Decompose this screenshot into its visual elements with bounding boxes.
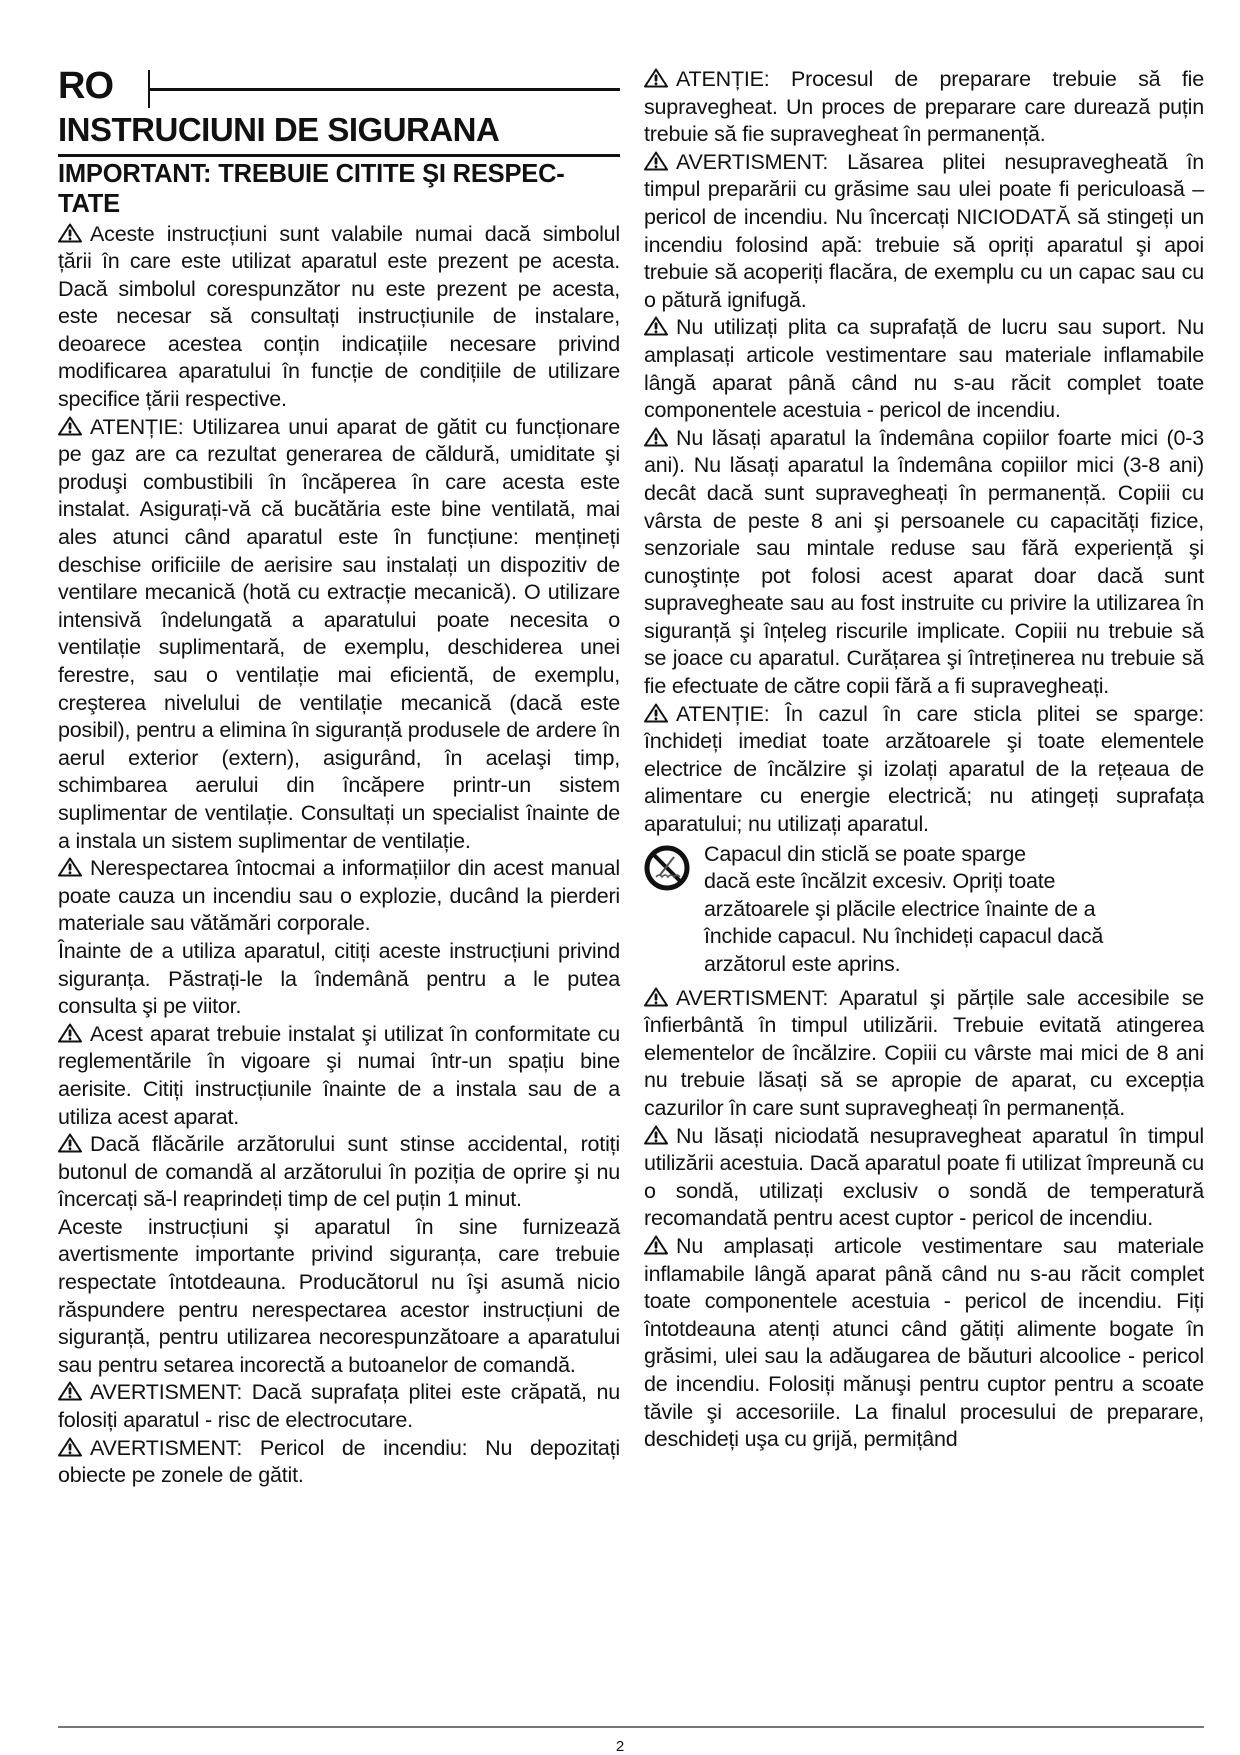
title-rule (58, 154, 620, 157)
glass-notice-line: închide capacul. Nu închideți capacul dacă (704, 924, 1104, 949)
safety-paragraph (58, 221, 620, 414)
right-paragraphs-bottom (644, 985, 1204, 1454)
warning-icon (58, 1381, 82, 1401)
warning-icon (644, 151, 668, 171)
safety-paragraph (644, 66, 1204, 149)
paragraph-text: Nu lăsați aparatul la îndemâna copiilor foarte mici (0-3 ani). Nu lăsați aparatul la îndemâna copiilor mici (3-8 ani) decât dacă sunt supravegheați în permanență. Copiii cu vârsta de peste 8 ani şi persoanele cu capacități fizice, senzoriale sau mintale reduse sau fără experiență şi cunoştințe pot folosi acest aparat doar dacă sunt supravegheate sau au fost instruite cu privire la utilizarea în siguranță şi înțeleg riscurile implicate. Copiii nu trebuie să se joace cu aparatul. Curățarea şi întreținerea nu trebuie să fie efectuate de către copii fără a fi supravegheați. (644, 425, 1204, 699)
page-number: 2 (615, 1738, 625, 1755)
right-paragraphs-top (644, 66, 1204, 839)
glass-notice-line: Capacul din sticlă se poate sparge (704, 841, 1026, 866)
glass-notice-line: arzătorul este aprins. (704, 952, 901, 976)
warning-icon (644, 1235, 668, 1255)
paragraph-text: ATENȚIE: Procesul de preparare trebuie să fie supravegheat. Un proces de preparare care durează puțin trebuie să fie supravegheat în permanență. (644, 67, 1204, 147)
warning-icon (644, 427, 668, 447)
warning-icon (644, 1125, 668, 1145)
right-column (644, 66, 1204, 1454)
warning-icon (58, 1133, 82, 1153)
left-column (58, 64, 620, 1490)
no-heat-glass-lid-icon (644, 845, 690, 891)
safety-paragraph (58, 1131, 620, 1214)
warning-icon (58, 1023, 82, 1043)
warning-icon (58, 857, 82, 877)
safety-paragraph (58, 938, 620, 1021)
paragraph-text: Acest aparat trebuie instalat şi utilizat în conformitate cu reglementările în vigoare şi numai într-un spațiu bine aerisite. Citiți instrucțiunile înainte de a instala sau de a utiliza acest aparat. (58, 1021, 620, 1129)
safety-paragraph (644, 314, 1204, 424)
warning-icon (644, 316, 668, 336)
warning-icon (644, 987, 668, 1007)
paragraph-text: Nu lăsați niciodată nesupravegheat aparatul în timpul utilizării acestuia. Dacă aparatul poate fi utilizat împreună cu o sondă, utilizați exclusiv o sondă de temperatură recomandată pentru acest cuptor - pericol de incendiu. (644, 1123, 1204, 1231)
safety-paragraph (58, 1021, 620, 1131)
header-divider-horizontal (148, 88, 620, 91)
glass-notice-text (704, 841, 1103, 979)
paragraph-text: Aceste instrucțiuni sunt valabile numai dacă simbolul țării în care este utilizat aparatul este prezent pe acesta. Dacă simbolul corespunzător nu este prezent pe acesta, este necesar să consultați instrucțiunile de instalare, deoarece acestea conțin indicațiile necesare privind modificarea aparatului în funcție de condițiile de utilizare specifice țării respective. (58, 221, 620, 412)
paragraph-text: AVERTISMENT: Aparatul şi părțile sale accesibile se înfierbântă în timpul utilizării. Trebuie evitată atingerea elementelor de încălzire. Copiii cu vârste mai mici de 8 ani nu trebuie lăsați să se apropie de aparat, cu excepția cazurilor în care sunt supravegheați în permanență. (644, 985, 1204, 1120)
paragraph-text: Nerespectarea întocmai a informațiilor din acest manual poate cauza un incendiu sau o explozie, ducând la pierderi materiale sau vătămări corporale. (58, 856, 620, 936)
paragraph-text: AVERTISMENT: Pericol de incendiu: Nu depozitați obiecte pe zonele de gătit. (58, 1435, 620, 1488)
warning-icon (58, 223, 82, 243)
warning-icon (58, 1437, 82, 1457)
language-header (58, 64, 620, 108)
safety-paragraph (644, 1233, 1204, 1454)
paragraph-text: Nu utilizați plita ca suprafață de lucru sau suport. Nu amplasați articole vestimentare sau materiale inflamabile lângă aparat până când nu s-au răcit complet toate componentele acestuia - pericol de incendiu. (644, 315, 1204, 423)
safety-paragraph (644, 425, 1204, 701)
safety-paragraph (644, 985, 1204, 1123)
paragraph-text: AVERTISMENT: Dacă suprafața plitei este crăpată, nu folosiți aparatul - risc de electrocutare. (58, 1380, 620, 1433)
safety-paragraph (58, 1379, 620, 1434)
paragraph-text: Aceste instrucțiuni şi aparatul în sine furnizează avertismente importante privind siguranța, care trebuie respectate întotdeauna. Producătorul nu îşi asumă nicio răspundere pentru nerespectarea acestor instrucțiuni de siguranță, pentru utilizarea necorespunzătoare a aparatului sau pentru setarea incorectă a butoanelor de comandă. (58, 1214, 620, 1377)
paragraph-text: Înainte de a utiliza aparatul, citiți aceste instrucțiuni privind siguranța. Păstrați-le la îndemână pentru a le putea consulta şi pe viitor. (58, 938, 620, 1019)
safety-paragraph (58, 1435, 620, 1490)
paragraph-text: Dacă flăcările arzătorului sunt stinse accidental, rotiți butonul de comandă al arzătorului în poziția de oprire şi nu încercați să-l reaprindeți timp de cel puțin 1 minut. (58, 1132, 620, 1212)
warning-icon (644, 68, 668, 88)
safety-paragraph (58, 414, 620, 856)
warning-icon (58, 416, 82, 436)
paragraph-text: ATENȚIE: În cazul în care sticla plitei se sparge: închideți imediat toate arzătoarele şi toate elementele electrice de încălzire şi izolați aparatul de la rețeaua de alimentare cu energie electrică; nu atingeți suprafața aparatului; nu utilizați aparatul. (644, 701, 1204, 837)
footer-rule (58, 1726, 1204, 1728)
language-code: RO (58, 65, 113, 107)
paragraph-text: AVERTISMENT: Lăsarea plitei nesupravegheată în timpul preparării cu grăsime sau ulei poate fi periculoasă – pericol de incendiu. Nu încercați NICIODATĂ să stingeți un incendiu folosind apă: trebuie să opriți aparatul şi apoi trebuie să acoperiți flacăra, de exemplu cu un capac sau cu o pătură ignifugă. (644, 149, 1204, 312)
paragraph-text: ATENȚIE: Utilizarea unui aparat de gătit cu funcționare pe gaz are ca rezultat generarea de căldură, umiditate şi produşi combustibili în încăperea în care acesta este instalat. Asigurați-vă că bucătăria este bine ventilată, mai ales atunci când aparatul este în funcțiune: mențineți deschise orificiile de aerisire sau instalați un dispozitiv de ventilare mecanică (hotă cu extracție mecanică). O utilizare intensivă îndelungată a aparatului poate necesita o ventilație suplimentară, de exemplu, deschiderea unei ferestre, sau o ventilație mai eficientă, de exemplu, creşterea nivelului de ventilație mecanică (dacă este posibil), pentru a elimina în siguranță produsele de ardere în aerul exterior (extern), asigurând, în acelaşi timp, schimbarea aerului din încăpere printr-un sistem suplimentar de ventilație. Consultați un specialist înainte de a instala un sistem suplimentar de ventilație. (58, 414, 620, 853)
page-title: INSTRUCIUNI DE SIGURANA (58, 111, 500, 148)
safety-paragraph (58, 855, 620, 938)
glass-notice-line: arzătoarele şi plăcile electrice înainte de a (704, 896, 1096, 921)
section-subtitle: IMPORTANT: TREBUIE CITITE ŞI RESPEC- TATE (58, 159, 565, 218)
glass-notice-line: dacă este încălzit excesiv. Opriți toate (704, 869, 1056, 894)
safety-paragraph (644, 1123, 1204, 1233)
glass-lid-notice (644, 841, 1204, 979)
warning-icon (644, 703, 668, 723)
safety-paragraph (644, 701, 1204, 839)
left-paragraphs (58, 221, 620, 1490)
safety-paragraph (644, 149, 1204, 315)
paragraph-text: Nu amplasați articole vestimentare sau materiale inflamabile lângă aparat până când nu s-au răcit complet toate componentele acestuia - pericol de incendiu. Fiți întotdeauna atenți atunci când gătiți alimente bogate în grăsimi, ulei sau la adăugarea de băuturi alcoolice - pericol de incendiu. Folosiți mănuşi pentru cuptor pentru a scoate tăvile şi accesoriile. La finalul procesului de preparare, deschideți uşa cu grijă, permițând (644, 1233, 1204, 1452)
safety-paragraph (58, 1214, 620, 1380)
